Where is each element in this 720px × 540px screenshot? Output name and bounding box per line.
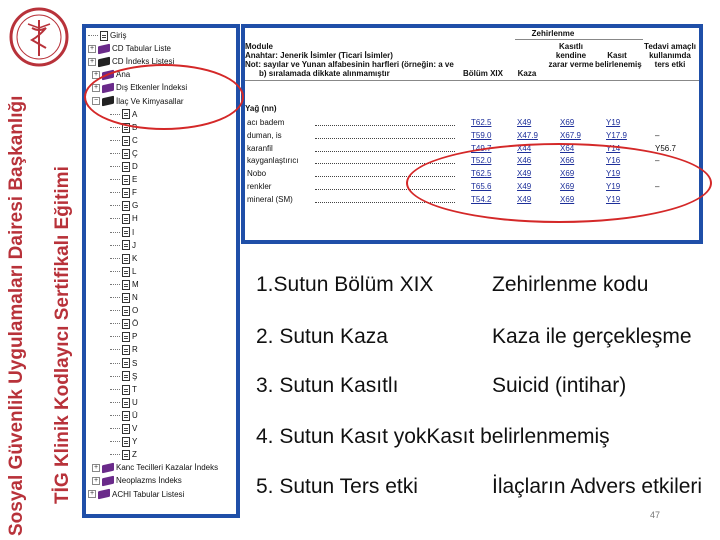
tree-item[interactable] bbox=[110, 135, 138, 147]
poison-code-link[interactable]: Y19 bbox=[606, 118, 621, 127]
dot-leader bbox=[315, 163, 455, 164]
document-icon bbox=[122, 123, 130, 133]
group-header: Zehirlenme bbox=[531, 29, 575, 38]
row-name: Nobo bbox=[247, 169, 267, 179]
column-name: 5. Sutun Ters etki bbox=[256, 475, 418, 498]
tree-item-label: I bbox=[132, 227, 135, 237]
row-name: duman, is bbox=[247, 130, 282, 140]
note-line-1: Not: sayılar ve Yunan alfabesinin harfleri (örneğin: a ve bbox=[245, 60, 454, 69]
tree-item-label: ACHI Tabular Listesi bbox=[112, 489, 185, 499]
column-meaning: Kaza ile gerçekleşme bbox=[492, 325, 692, 348]
poison-code-link[interactable]: X66 bbox=[560, 156, 575, 166]
tree-connector bbox=[88, 30, 98, 36]
book-icon bbox=[102, 96, 114, 107]
document-icon bbox=[122, 345, 130, 355]
tree-item[interactable] bbox=[110, 410, 138, 422]
tree-item[interactable] bbox=[110, 148, 138, 160]
tree-connector bbox=[110, 200, 120, 206]
tree-item[interactable] bbox=[110, 384, 137, 396]
tree-connector bbox=[110, 240, 120, 246]
book-icon bbox=[102, 463, 114, 474]
book-icon bbox=[102, 476, 114, 487]
document-icon bbox=[122, 385, 130, 395]
document-icon bbox=[122, 280, 130, 290]
expand-toggle-icon[interactable]: + bbox=[93, 464, 99, 472]
column-name: 4. Sutun Kasıt yokKasıt belirlenmemiş bbox=[256, 425, 610, 448]
expand-toggle-icon[interactable]: + bbox=[89, 58, 95, 66]
tree-connector bbox=[110, 358, 120, 364]
tree-connector bbox=[110, 371, 120, 377]
tree-item[interactable] bbox=[110, 436, 137, 448]
poison-code-link[interactable]: T54.2 bbox=[471, 194, 492, 204]
document-icon bbox=[122, 371, 130, 381]
tree-connector bbox=[110, 174, 120, 180]
column-name: 2. Sutun Kaza bbox=[256, 325, 388, 348]
dot-leader bbox=[315, 125, 455, 126]
document-icon bbox=[122, 424, 130, 434]
tree-item-label: Ü bbox=[132, 410, 138, 420]
tree-item-label: K bbox=[132, 253, 138, 263]
tree-connector bbox=[110, 279, 120, 285]
tree-item[interactable] bbox=[110, 174, 137, 186]
tree-item[interactable] bbox=[110, 109, 137, 121]
tree-item-label: Ö bbox=[132, 319, 139, 329]
document-icon bbox=[122, 214, 130, 224]
tree-item-label: N bbox=[132, 293, 138, 302]
tree-item-label: H bbox=[132, 214, 138, 224]
poison-code-link[interactable]: X69 bbox=[560, 194, 575, 204]
tree-connector bbox=[110, 318, 120, 324]
col-header-5: Tedavi amaçlı kullanımda ters etki bbox=[644, 42, 696, 69]
tree-connector bbox=[110, 135, 120, 141]
poison-code-link[interactable]: T62.5 bbox=[471, 169, 492, 179]
tree-item-label: Y bbox=[132, 437, 138, 447]
tree-connector bbox=[110, 161, 120, 167]
drug-table-panel bbox=[241, 24, 703, 244]
document-icon bbox=[122, 227, 130, 237]
poison-code-link[interactable]: X47.9 bbox=[517, 130, 538, 140]
tree-item[interactable] bbox=[92, 96, 184, 108]
tree-item-label: B bbox=[132, 122, 138, 132]
tree-item[interactable] bbox=[110, 187, 137, 199]
document-icon bbox=[122, 188, 130, 198]
document-icon bbox=[122, 411, 130, 421]
tree-item-label: CD İndeks Listesi bbox=[112, 57, 175, 67]
tree-item-label: V bbox=[132, 424, 138, 433]
tree-item[interactable] bbox=[92, 69, 130, 81]
poison-code-link[interactable]: X67.9 bbox=[560, 130, 581, 140]
poison-code-link[interactable]: X49 bbox=[517, 194, 532, 204]
tree-item[interactable] bbox=[110, 371, 137, 383]
tree-item[interactable] bbox=[110, 305, 138, 317]
tree-connector bbox=[110, 305, 120, 311]
document-icon bbox=[122, 306, 130, 316]
poison-code-link[interactable]: Y19 bbox=[606, 194, 621, 204]
tree-item-label: CD Tabular Liste bbox=[112, 44, 171, 54]
dot-leader bbox=[315, 202, 455, 203]
tree-item[interactable] bbox=[110, 449, 137, 461]
poison-code-link[interactable]: T65.6 bbox=[471, 182, 492, 191]
section-label: Yağ (nn) bbox=[245, 104, 277, 113]
poison-code-link[interactable]: T49.7 bbox=[471, 143, 492, 153]
adverse-effect-code: – bbox=[655, 182, 660, 191]
caduceus-logo-icon bbox=[8, 6, 70, 68]
poison-code-link[interactable]: X69 bbox=[560, 118, 575, 127]
tree-item-label: İlaç Ve Kimyasallar bbox=[116, 96, 184, 106]
poison-code-link[interactable]: X44 bbox=[517, 143, 532, 153]
index-tree-panel bbox=[82, 24, 240, 518]
tree-item[interactable] bbox=[110, 279, 139, 291]
document-icon bbox=[122, 136, 130, 146]
document-icon bbox=[122, 398, 130, 408]
tree-connector bbox=[110, 344, 120, 350]
tree-item[interactable] bbox=[110, 253, 137, 265]
tree-item[interactable] bbox=[92, 475, 182, 487]
tree-item[interactable] bbox=[110, 318, 138, 330]
poison-code-link[interactable]: X46 bbox=[517, 156, 532, 166]
dot-leader bbox=[315, 189, 455, 190]
tree-connector bbox=[110, 109, 120, 115]
column-name: 1.Sutun Bölüm XIX bbox=[256, 273, 434, 296]
dot-leader bbox=[315, 138, 455, 139]
expand-toggle-icon[interactable]: + bbox=[93, 84, 99, 92]
banner-line-2: TİG Klinik Kodlayıcı Sertifikalı Eğitimi bbox=[52, 166, 73, 504]
expand-toggle-icon[interactable]: + bbox=[89, 490, 95, 498]
document-icon bbox=[122, 201, 130, 211]
page-number: 47 bbox=[650, 510, 661, 520]
book-icon bbox=[98, 489, 110, 500]
document-icon bbox=[122, 175, 130, 185]
tree-connector bbox=[110, 266, 120, 272]
expand-toggle-icon[interactable]: + bbox=[89, 44, 95, 52]
row-name: karanfil bbox=[247, 143, 273, 153]
tree-connector bbox=[110, 253, 120, 259]
tree-connector bbox=[110, 436, 120, 442]
tree-connector bbox=[110, 410, 120, 416]
tree-connector bbox=[110, 227, 120, 233]
document-icon bbox=[122, 450, 130, 460]
dot-leader bbox=[315, 151, 455, 152]
document-icon bbox=[122, 254, 130, 264]
column-name: 3. Sutun Kasıtlı bbox=[256, 374, 399, 397]
key-note: Anahtar: Jenerik İsimler (Ticari İsimler) bbox=[245, 51, 393, 60]
poison-code-link[interactable]: Y16 bbox=[606, 156, 621, 166]
tree-item-label: Neoplazms İndeks bbox=[116, 476, 182, 486]
tree-connector bbox=[110, 331, 120, 337]
tree-item[interactable] bbox=[88, 43, 171, 55]
tree-item-label: Z bbox=[132, 450, 137, 460]
tree-item[interactable] bbox=[110, 423, 137, 435]
poison-code-link[interactable]: T52.0 bbox=[471, 156, 492, 166]
tree-item-label: E bbox=[132, 175, 138, 185]
tree-item-label: L bbox=[132, 266, 137, 276]
tree-connector bbox=[110, 449, 120, 455]
tree-item-label: Ç bbox=[132, 148, 138, 158]
document-icon bbox=[122, 293, 130, 303]
tree-item[interactable] bbox=[92, 82, 187, 94]
document-icon bbox=[122, 162, 130, 172]
poison-code-link[interactable]: Y14 bbox=[606, 143, 621, 153]
tree-connector bbox=[110, 122, 120, 128]
poison-code-link[interactable]: T62.5 bbox=[471, 118, 492, 127]
row-name: mineral (SM) bbox=[247, 194, 293, 204]
tree-item-label: S bbox=[132, 358, 138, 368]
document-icon bbox=[100, 31, 108, 41]
adverse-effect-code: – bbox=[655, 130, 660, 140]
tree-connector bbox=[110, 292, 120, 298]
tree-item-label: G bbox=[132, 201, 139, 211]
adverse-effect-code: – bbox=[655, 156, 660, 166]
tree-connector bbox=[110, 148, 120, 154]
document-icon bbox=[122, 437, 130, 447]
tree-item-label: Dış Etkenler İndeksi bbox=[116, 83, 188, 93]
tree-item-label: J bbox=[132, 240, 136, 250]
tree-item[interactable] bbox=[92, 462, 218, 474]
expand-toggle-icon[interactable]: + bbox=[93, 71, 99, 79]
poison-code-link[interactable]: Y17.9 bbox=[606, 130, 627, 140]
row-name: kayganlaştırıcı bbox=[247, 156, 299, 166]
poison-code-link[interactable]: X69 bbox=[560, 182, 575, 191]
document-icon bbox=[122, 109, 130, 119]
col-header-4: Kasıt belirlenemiş bbox=[595, 51, 642, 69]
book-icon bbox=[98, 44, 110, 55]
tree-item[interactable] bbox=[110, 240, 136, 252]
tree-item[interactable] bbox=[88, 30, 126, 42]
note-line-2: b) sıralamada dikkate alınmamıştır bbox=[259, 69, 390, 78]
poison-code-link[interactable]: X69 bbox=[560, 169, 575, 179]
tree-item-label: O bbox=[132, 306, 139, 316]
tree-item[interactable] bbox=[110, 161, 138, 173]
tree-connector bbox=[110, 384, 120, 390]
document-icon bbox=[122, 319, 130, 329]
banner-line-1: Sosyal Güvenlik Uygulamaları Dairesi Başkanlığı bbox=[6, 95, 27, 536]
expand-toggle-icon[interactable]: + bbox=[93, 477, 99, 485]
tree-item-label: Giriş bbox=[110, 31, 127, 40]
tree-item-label: Ana bbox=[116, 70, 131, 80]
document-icon bbox=[122, 332, 130, 342]
tree-connector bbox=[110, 423, 120, 429]
tree-item-label: Kanc Tecilleri Kazalar İndeks bbox=[116, 463, 219, 473]
tree-item-label: U bbox=[132, 397, 138, 407]
adverse-effect-code: Y56.7 bbox=[655, 143, 676, 153]
tree-item[interactable] bbox=[110, 213, 138, 225]
module-label: Module bbox=[245, 42, 273, 51]
column-meaning: Zehirlenme kodu bbox=[492, 273, 649, 296]
tree-item-label: F bbox=[132, 188, 137, 198]
tree-item-label: R bbox=[132, 345, 138, 355]
tree-item-label: T bbox=[132, 384, 137, 394]
poison-code-link[interactable]: X64 bbox=[560, 143, 575, 153]
tree-item[interactable] bbox=[110, 292, 138, 304]
tree-item[interactable] bbox=[88, 56, 174, 68]
expand-toggle-icon[interactable]: − bbox=[93, 97, 99, 105]
poison-code-link[interactable]: X49 bbox=[517, 182, 532, 191]
tree-connector bbox=[110, 187, 120, 193]
poison-code-link[interactable]: X49 bbox=[517, 118, 532, 127]
dot-leader bbox=[315, 176, 455, 177]
tree-item-label: C bbox=[132, 135, 138, 145]
tree-item[interactable] bbox=[110, 200, 138, 212]
book-icon bbox=[98, 57, 110, 68]
book-icon bbox=[102, 83, 114, 94]
col-header-2: Kaza bbox=[517, 69, 537, 78]
column-meaning: Suicid (intihar) bbox=[492, 374, 627, 397]
document-icon bbox=[122, 267, 130, 277]
tree-item-label: P bbox=[132, 332, 138, 342]
col-header-1: Bölüm XIX bbox=[462, 69, 503, 78]
tree-item-label: Ş bbox=[132, 371, 138, 381]
document-icon bbox=[122, 358, 130, 368]
tree-item[interactable] bbox=[110, 331, 137, 343]
tree-item[interactable] bbox=[110, 122, 137, 134]
col-header-3: Kasıtlı kendine zarar verme bbox=[548, 42, 594, 69]
row-name: renkler bbox=[247, 182, 272, 191]
document-icon bbox=[122, 240, 130, 250]
tree-item[interactable] bbox=[110, 266, 136, 278]
tree-connector bbox=[110, 397, 120, 403]
poison-code-link[interactable]: X49 bbox=[517, 169, 532, 179]
poison-code-link[interactable]: Y19 bbox=[606, 182, 621, 191]
poison-code-link[interactable]: Y19 bbox=[606, 169, 621, 179]
tree-item[interactable] bbox=[110, 227, 134, 239]
tree-item[interactable] bbox=[110, 358, 137, 370]
tree-item-label: A bbox=[132, 109, 138, 119]
book-icon bbox=[102, 70, 114, 81]
tree-item-label: D bbox=[132, 162, 138, 171]
row-name: acı badem bbox=[247, 118, 285, 127]
column-meaning: İlaçların Advers etkileri bbox=[492, 475, 703, 498]
tree-item[interactable] bbox=[88, 489, 184, 501]
document-icon bbox=[122, 149, 130, 159]
tree-item[interactable] bbox=[110, 397, 138, 409]
side-banner bbox=[0, 0, 80, 540]
tree-connector bbox=[110, 213, 120, 219]
tree-item[interactable] bbox=[110, 344, 138, 356]
tree-item-label: M bbox=[132, 279, 139, 289]
poison-code-link[interactable]: T59.0 bbox=[471, 130, 492, 140]
